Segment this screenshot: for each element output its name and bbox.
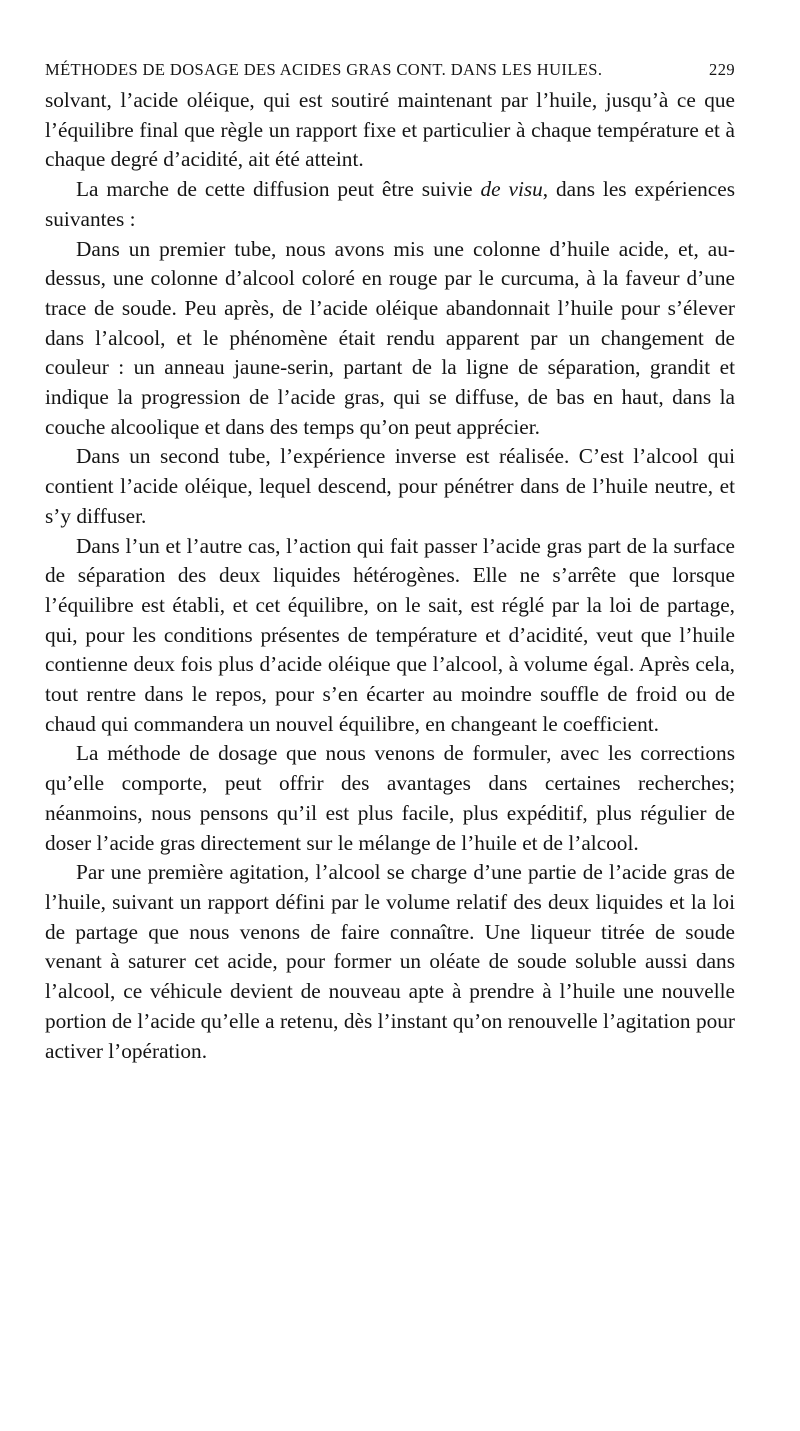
paragraph-text: La marche de cette diffusion peut être suivie (76, 177, 481, 202)
book-page (45, 56, 735, 1066)
body-text (45, 86, 735, 1066)
paragraph-agitation: Par une première agitation, l’alcool se charge d’une partie de l’acide gras de l’huile, suivant un rapport défini par le volume relatif des deux liquides et la loi de partage que nous venons de faire connaître. Une liqueur titrée de soude venant à saturer cet acide, pour former un oléate de soude soluble aussi dans l’alcool, ce véhicule devient de nouveau apte à prendre à l’huile une nouvelle portion de l’acide qu’elle a retenu, dès l’instant qu’on renouvelle l’agitation pour activer l’opération. (45, 860, 735, 1063)
paragraph-second-tube: Dans un second tube, l’expérience inverse est réalisée. C’est l’alcool qui contient l’acide oléique, lequel descend, pour pénétrer dans de l’huile neutre, et s’y diffuser. (45, 444, 735, 528)
paragraph-diffusion-intro (45, 175, 735, 234)
paragraph-equilibrium: Dans l’un et l’autre cas, l’action qui fait passer l’acide gras part de la surface de séparation des deux liquides hétérogènes. Elle ne s’arrête que lorsque l’équilibre est établi, et cet équilibre, on le sait, est réglé par la loi de partage, qui, pour les conditions présentes de température et d’acidité, veut que l’huile contienne deux fois plus d’acide oléique que l’alcool, à volume égal. Après cela, tout rentre dans le repos, pour s’en écarter au moindre souffle de froid ou de chaud qui commandera un nouvel équilibre, en changeant le coefficient. (45, 533, 735, 736)
paragraph-method: La méthode de dosage que nous venons de formuler, avec les corrections qu’elle comporte, peut offrir des avantages dans certaines recherches; néanmoins, nous pensons qu’il est plus facile, plus expéditif, plus régulier de doser l’acide gras directement sur le mélange de l’huile et de l’alcool. (45, 741, 735, 855)
paragraph-continued: solvant, l’acide oléique, qui est soutiré maintenant par l’huile, jusqu’à ce que l’équilibre final que règle un rapport fixe et particulier à chaque température et à chaque degré d’acidité, ait été atteint. (45, 88, 735, 172)
running-head (45, 56, 735, 86)
running-title: MÉTHODES DE DOSAGE DES ACIDES GRAS CONT. DANS LES HUILES. (45, 60, 603, 79)
page-number: 229 (709, 60, 735, 79)
paragraph-text: , dans les expériences suivantes : (45, 177, 735, 231)
italic-phrase: de visu (480, 177, 543, 202)
paragraph-first-tube: Dans un premier tube, nous avons mis une colonne d’huile acide, et, au-dessus, une colonne d’alcool coloré en rouge par le curcuma, à la faveur d’une trace de soude. Peu après, de l’acide oléique abandonnait l’huile pour s’élever dans l’alcool, et le phénomène était rendu apparent par un changement de couleur : un anneau jaune-serin, partant de la ligne de séparation, grandit et indique la progression de l’acide gras, qui se diffuse, de bas en haut, dans la couche alcoolique et dans des temps qu’on peut apprécier. (45, 236, 735, 439)
